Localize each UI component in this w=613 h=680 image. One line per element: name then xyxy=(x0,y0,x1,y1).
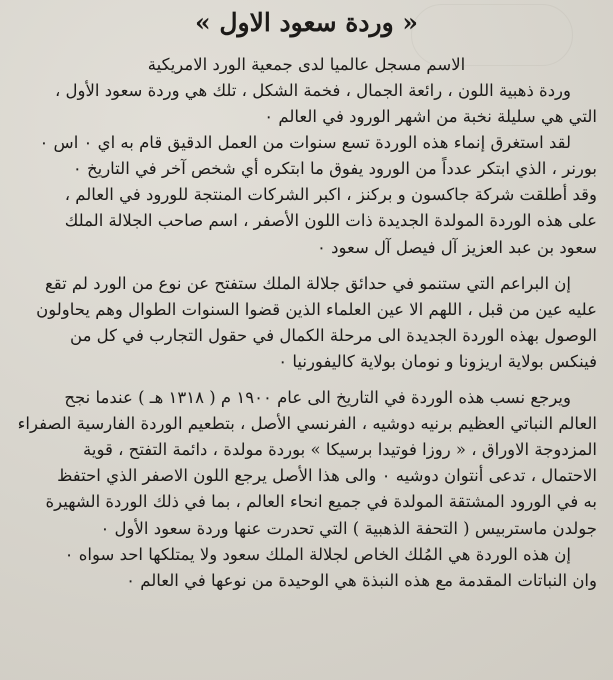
text-line: به في الورود المشتقة المولدة في جميع انحاء العالم ، بما في ذلك الوردة الشهيرة xyxy=(45,492,597,512)
text-line: سعود بن عبد العزيز آل فيصل آل سعود ٠ xyxy=(317,237,597,257)
text-line: وان النباتات المقدمة مع هذه النبذة هي الوحيدة من نوعها في العالم ٠ xyxy=(126,570,597,590)
paragraph-4 xyxy=(16,385,597,542)
text-line: وردة ذهبية اللون ، رائعة الجمال ، فخمة الشكل ، تلك هي وردة سعود الأول ، xyxy=(54,81,571,100)
paragraph-3 xyxy=(16,271,597,375)
page-title: « وردة سعود الاول » xyxy=(195,8,418,37)
paragraph-2 xyxy=(16,130,597,260)
text-line: إن هذه الوردة هي المُلك الخاص لجلالة الملك سعود ولا يمتلكها احد سواه ٠ xyxy=(64,544,571,564)
text-line: بورنر ، الذي ابتكر عدداً من الورود يفوق ما ابتكره أي شخص آخر في التاريخ ٠ xyxy=(72,159,597,179)
text-line: فينكس بولاية اريزونا و نومان بولاية كاليفورنيا ٠ xyxy=(278,351,597,371)
text-line: الاحتمال ، تدعى أنتوان دوشيه ٠ والى هذا الأصل يرجع اللون الاصفر الذي احتفظ xyxy=(57,466,597,486)
text-line: إن البراعم التي ستنمو في حدائق جلالة الملك ستفتح عن نوع من الورد لم تقع xyxy=(44,273,571,293)
text-line: على هذه الوردة المولدة الجديدة ذات اللون الأصفر ، اسم صاحب الجلالة الملك xyxy=(64,211,597,231)
text-line: الوصول بهذه الوردة الجديدة الى مرحلة الكمال في حقول التجارب في كل من xyxy=(70,325,597,345)
paragraph-1 xyxy=(16,78,597,130)
text-line: لقد استغرق إنماء هذه الوردة تسع سنوات من العمل الدقيق قام به اي ٠ اس ٠ xyxy=(39,133,571,153)
text-line: جولدن ماستربيس ( التحفة الذهبية ) التي تحدرت عنها وردة سعود الأول ٠ xyxy=(100,518,597,538)
background-mark xyxy=(411,4,573,66)
text-line: التي هي سليلة نخبة من اشهر الورود في العالم ٠ xyxy=(264,107,597,127)
text-line: وقد أطلقت شركة جاكسون و بركنز ، اكبر الشركات المنتجة للورود في العالم ، xyxy=(64,185,597,205)
text-line: ويرجع نسب هذه الوردة في التاريخ الى عام ١٩٠٠ م ( ١٣١٨ هـ ) عندما نجح xyxy=(64,388,571,408)
paragraph-5 xyxy=(16,542,597,594)
subtitle: الاسم مسجل عالميا لدى جمعية الورد الامريكية xyxy=(147,55,466,74)
text-line: المزدوجة الاوراق ، « روزا فوتيدا برسيكا » بوردة مولدة ، دائمة التفتح ، قوية xyxy=(83,440,597,460)
text-line: العالم النباتي العظيم برنيه دوشيه ، الفرنسي الأصل ، بتطعيم الوردة الفارسية الصفراء xyxy=(17,414,597,434)
text-line: عليه عين من قبل ، اللهم الا عين العلماء الذين قضوا السنوات الطوال وهم يحاولون xyxy=(36,299,597,319)
